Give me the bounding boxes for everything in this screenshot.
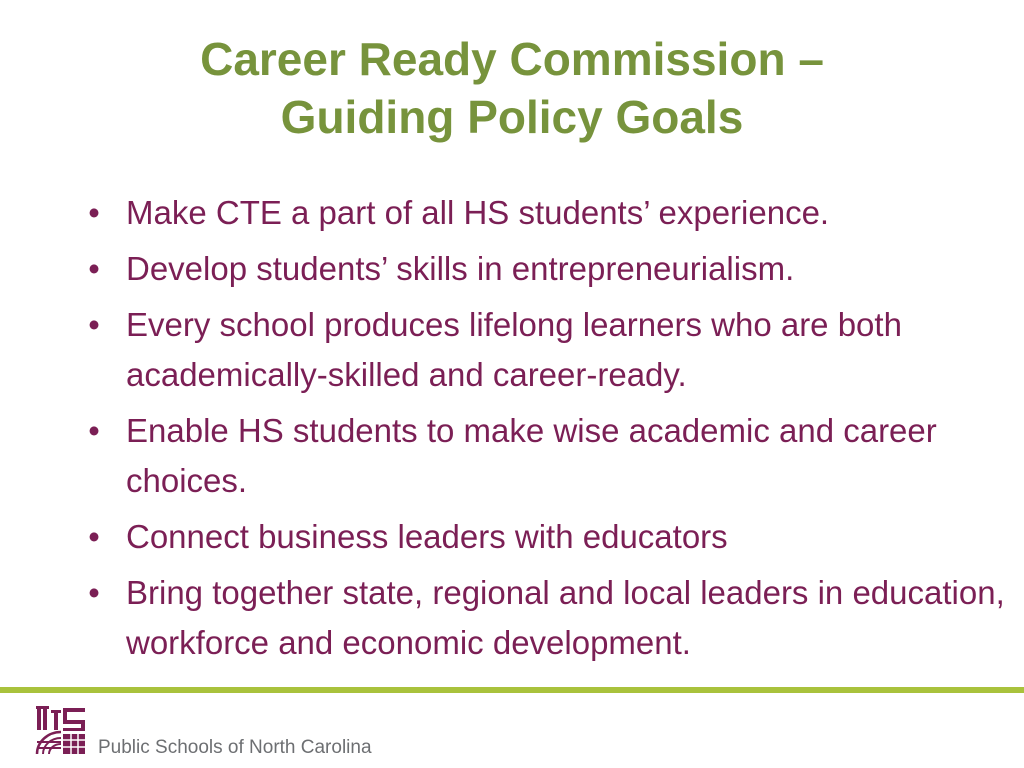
slide-title bbox=[0, 30, 1024, 146]
footer-org-name: Public Schools of North Carolina bbox=[98, 737, 372, 758]
footer-divider bbox=[0, 687, 1024, 693]
bullet-text: Enable HS students to make wise academic and career choices. bbox=[126, 412, 937, 499]
bullet-item bbox=[84, 188, 1014, 238]
bullet-item bbox=[84, 300, 1014, 400]
bullet-text: Bring together state, regional and local leaders in education, workforce and economic development. bbox=[126, 574, 1005, 661]
slide-title-line-1: Career Ready Commission – bbox=[200, 33, 824, 85]
bullet-list bbox=[84, 188, 1014, 674]
nc-public-schools-logo-icon bbox=[34, 704, 88, 758]
bullet-text: Every school produces lifelong learners who are both academically-skilled and career-ready. bbox=[126, 306, 902, 393]
bullet-item bbox=[84, 406, 1014, 506]
bullet-marker: • bbox=[88, 306, 100, 343]
bullet-marker: • bbox=[88, 574, 100, 611]
bullet-text: Develop students’ skills in entrepreneurialism. bbox=[126, 250, 795, 287]
bullet-text: Make CTE a part of all HS students’ experience. bbox=[126, 194, 830, 231]
bullet-marker: • bbox=[88, 250, 100, 287]
bullet-marker: • bbox=[88, 194, 100, 231]
bullet-item bbox=[84, 568, 1014, 668]
bullet-marker: • bbox=[88, 518, 100, 555]
bullet-item bbox=[84, 512, 1014, 562]
bullet-item bbox=[84, 244, 1014, 294]
bullet-marker: • bbox=[88, 412, 100, 449]
slide-title-line-2: Guiding Policy Goals bbox=[280, 91, 744, 143]
bullet-text: Connect business leaders with educators bbox=[126, 518, 728, 555]
